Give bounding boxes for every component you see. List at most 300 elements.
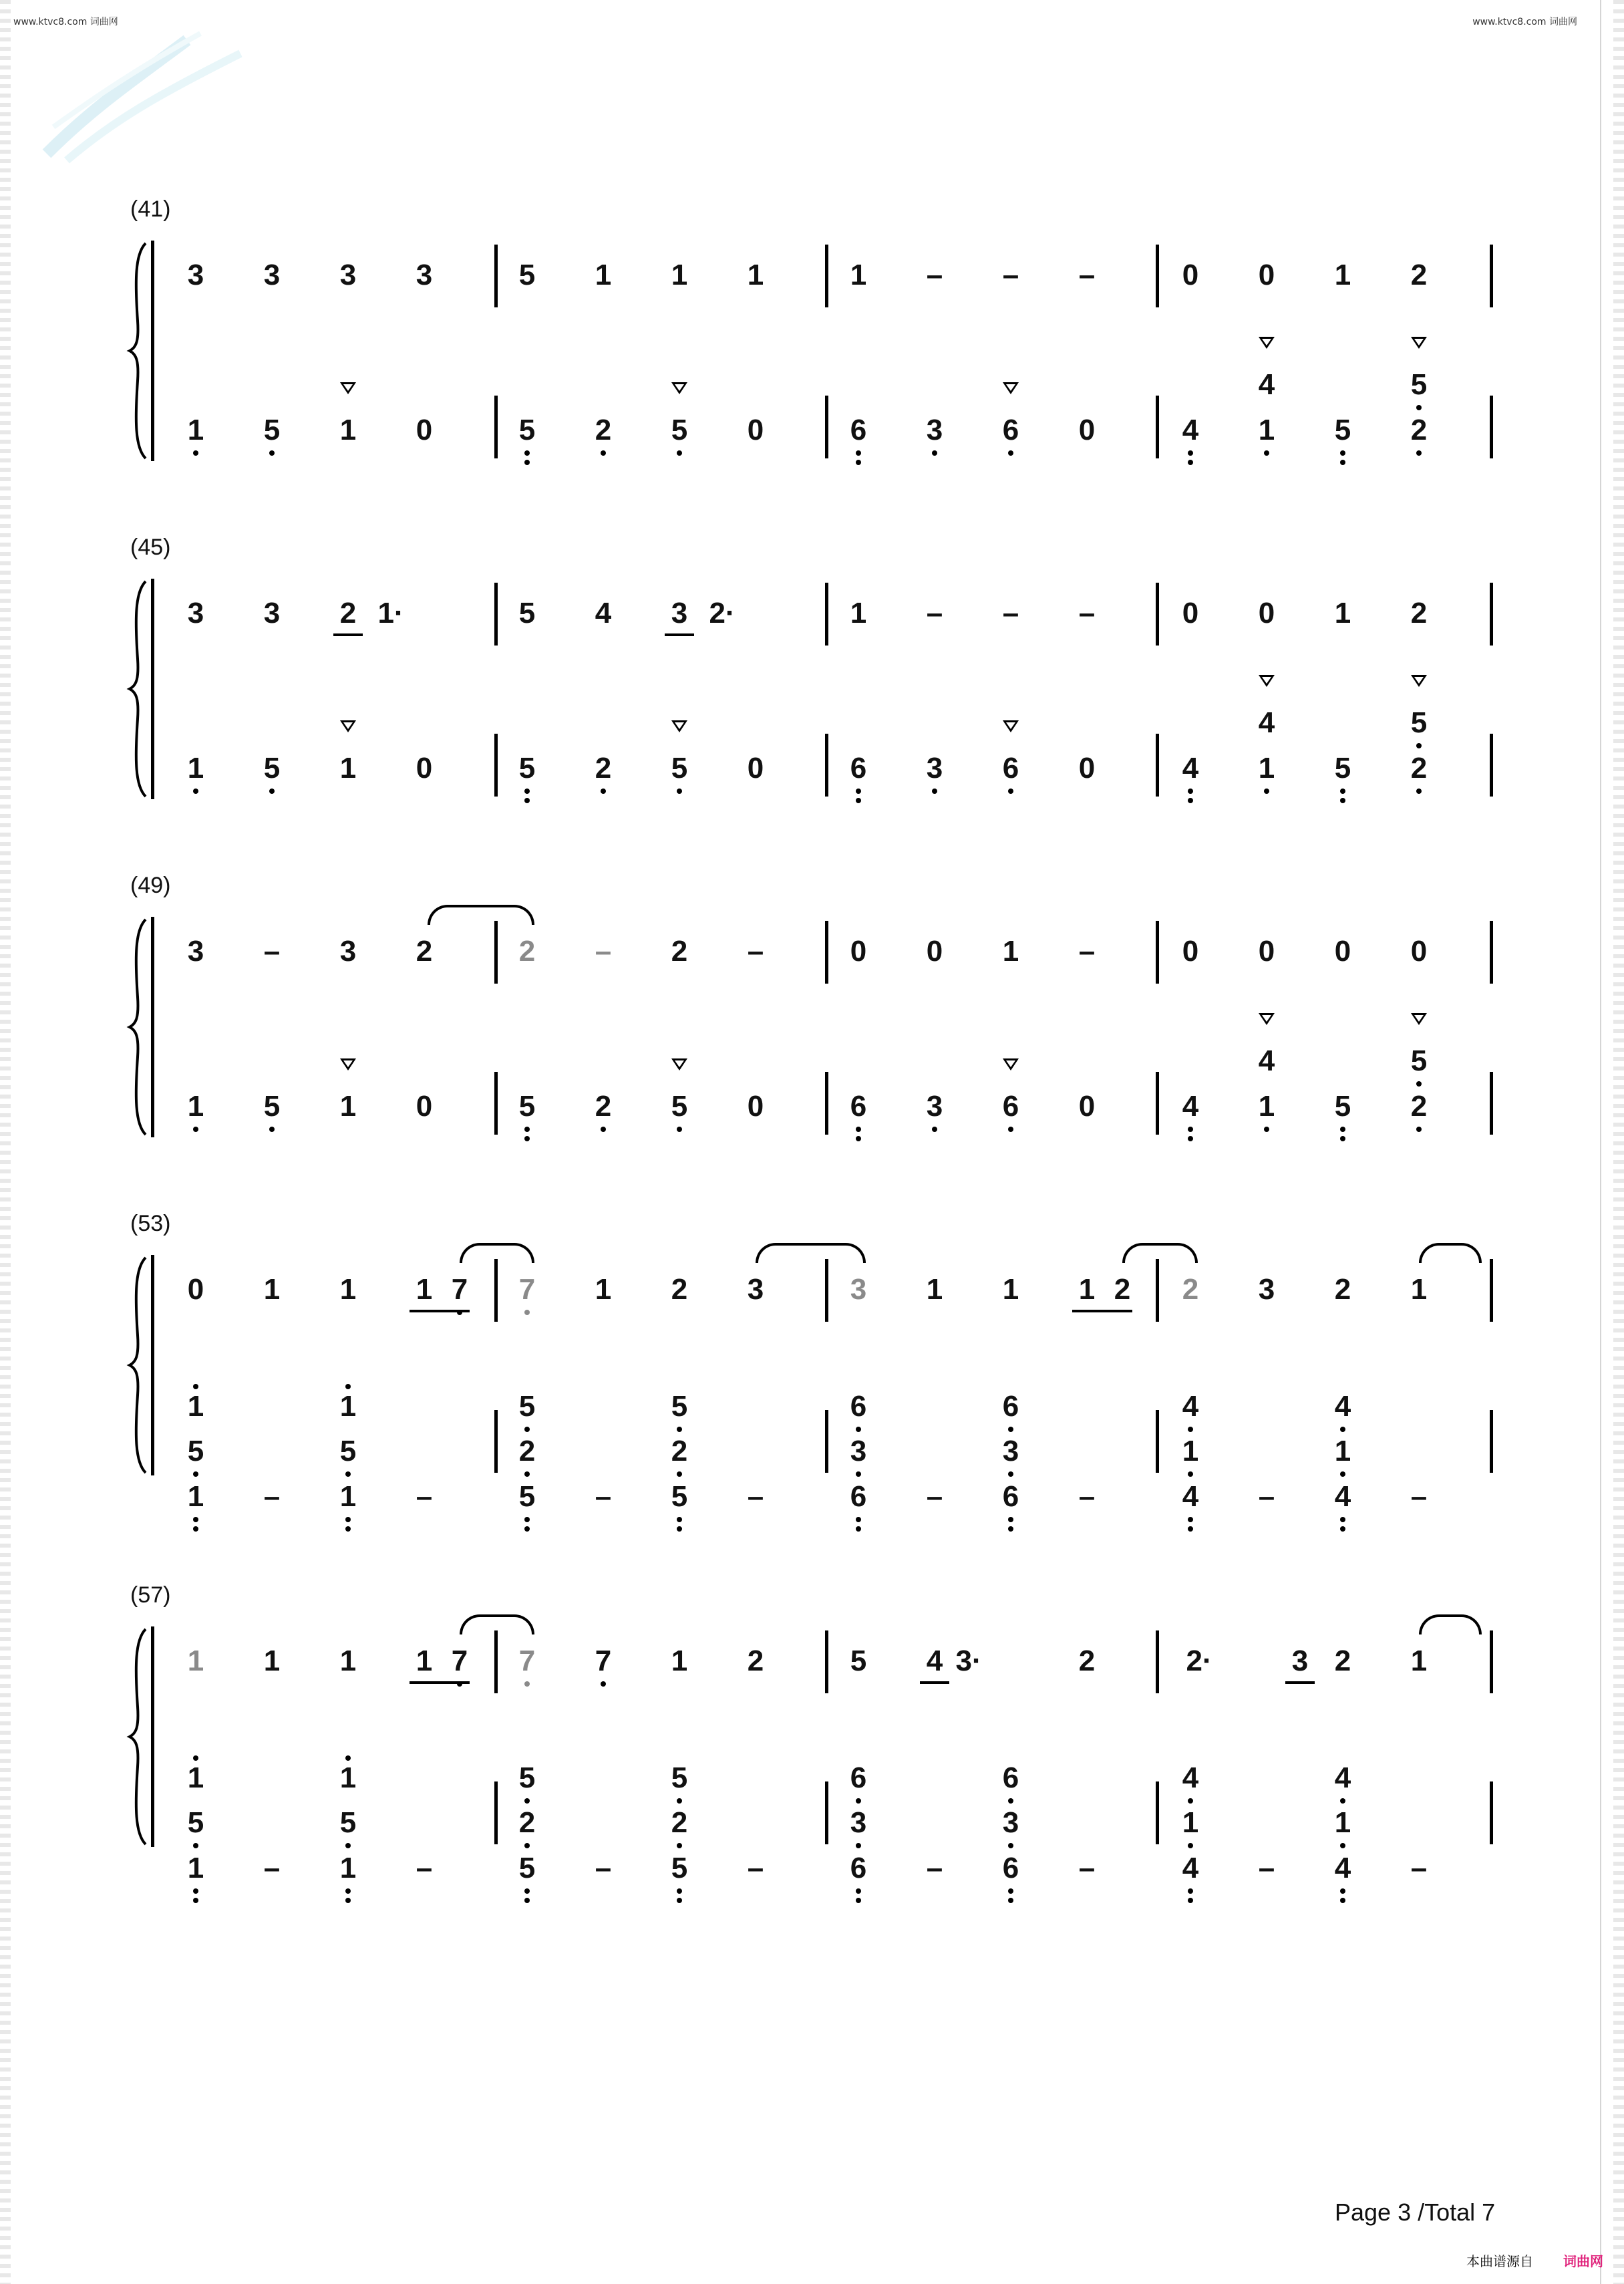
note: 1 [1334,597,1351,629]
note: – [263,1480,281,1513]
note: 0 [416,1090,433,1123]
octave-dot-below [1264,1127,1269,1132]
note: 1 [1078,1273,1096,1306]
octave-dot-below [1340,460,1345,465]
chord-note: 2 [518,1435,536,1467]
bass-note: 1 [339,1852,357,1884]
octave-dot-below [1008,450,1013,456]
accent-mark [1411,337,1427,349]
chord-note: 4 [1334,1390,1351,1423]
note: 2 [1334,1645,1351,1677]
note: – [1410,1480,1428,1513]
barline-upper [494,1630,498,1693]
note: 3 [1258,1273,1275,1306]
octave-dot-below [1188,1898,1193,1903]
octave-dot-below [193,1526,198,1532]
note: 1 [339,1645,357,1677]
note: 2 [416,935,433,968]
bass-note: 4 [1182,1480,1199,1513]
barline-upper [825,921,828,984]
barline-upper [494,583,498,646]
accent-mark [671,1058,687,1070]
eighth-underline [665,633,694,636]
accent-mark [671,382,687,394]
bass-note: 1 [187,1852,204,1884]
note: 3 [263,597,281,629]
tie-slur [1122,1243,1198,1263]
note: 5 [518,1090,536,1123]
eighth-underline [920,1681,949,1684]
tie-slur [428,905,534,925]
octave-dot-below [193,789,198,794]
note: 0 [1258,259,1275,291]
system-start-barline [151,579,154,799]
chord-note: 4 [1258,1044,1275,1077]
note: 6 [850,414,867,446]
note: 3 [187,935,204,968]
barline-lower [494,396,498,458]
octave-dot-below [524,460,530,465]
note: 2 [747,1645,764,1677]
chord-note: 4 [1258,368,1275,401]
note: 1 [187,1090,204,1123]
octave-dot-below [856,1427,861,1432]
octave-dot-below [524,1526,530,1532]
octave-dot-below [856,1517,861,1522]
accent-mark [1411,675,1427,687]
octave-dot-below [1008,1843,1013,1848]
grand-staff-brace [126,241,152,461]
octave-dot-below [524,1471,530,1477]
note: – [747,935,764,968]
barline-upper [1156,245,1159,307]
chord-note: 1 [339,1761,357,1794]
note: 3 [926,1090,943,1123]
octave-dot-below [1340,1843,1345,1848]
chord-note: 5 [1410,368,1428,401]
chord-note: 5 [1410,1044,1428,1077]
note: 1 [339,1090,357,1123]
octave-dot-below [193,1898,198,1903]
octave-dot-below [677,1471,682,1477]
system-start-barline [151,1626,154,1847]
octave-dot-below [1188,1517,1193,1522]
note: 5 [671,414,688,446]
note: – [1258,1480,1275,1513]
barline-upper [494,921,498,984]
chord-note: 4 [1258,706,1275,739]
octave-dot-below [1008,1798,1013,1804]
note: 5 [263,752,281,784]
barline-lower [825,1410,828,1473]
measure-number: (41) [130,196,171,222]
octave-dot-below [1340,1136,1345,1141]
octave-dot-below [524,1681,530,1687]
octave-dot-below [1264,450,1269,456]
octave-dot-below [856,460,861,465]
note: 1 [416,1645,433,1677]
header-site-right: www.ktvc8.com 词曲网 [1472,17,1577,27]
note: 7 [451,1273,468,1306]
bass-note: 4 [1182,1852,1199,1884]
bass-note: 5 [671,1480,688,1513]
octave-dot-below [1416,1081,1422,1087]
note: 5 [850,1645,867,1677]
page-number: Page 3 /Total 7 [1335,2198,1496,2226]
barline-upper [1490,1259,1493,1322]
grand-staff-brace [126,1626,152,1847]
note: – [1078,1480,1096,1513]
page-edge-line [1600,0,1601,2284]
note: 0 [1258,935,1275,968]
octave-dot-below [1340,1427,1345,1432]
accent-mark [1411,1013,1427,1025]
note: 1 [339,1273,357,1306]
bass-note: 6 [1002,1480,1019,1513]
octave-dot-below [193,1888,198,1894]
octave-dot-below [1340,450,1345,456]
chord-note: 1 [1182,1806,1199,1839]
octave-dot-below [1416,1127,1422,1132]
bass-note: 4 [1334,1852,1351,1884]
note: 4 [1182,752,1199,784]
barline-upper [1156,1259,1159,1322]
octave-dot-below [1188,1127,1193,1132]
note: 1 [671,1645,688,1677]
octave-dot-below [677,1517,682,1522]
note: 0 [416,414,433,446]
note: 7 [451,1645,468,1677]
note: 1 [671,259,688,291]
note: 5 [671,752,688,784]
note: 0 [1182,935,1199,968]
note: – [1078,1852,1096,1884]
note: – [1002,597,1019,629]
octave-dot-below [269,1127,275,1132]
barline-lower [1156,1781,1159,1844]
octave-dot-below [677,1898,682,1903]
octave-dot-below [524,1310,530,1315]
tie-slur [756,1243,866,1263]
note: – [926,1480,943,1513]
note: 2 [671,1273,688,1306]
barline-upper [825,245,828,307]
note: 1 [926,1273,943,1306]
note: 4 [595,597,612,629]
octave-dot-below [269,789,275,794]
note: 1· [377,597,404,629]
octave-dot-below [524,1898,530,1903]
octave-dot-below [856,1843,861,1848]
barline-upper [1156,1630,1159,1693]
note: 0 [1182,597,1199,629]
note: 5 [263,1090,281,1123]
note: 3 [850,1273,867,1306]
note: 5 [518,752,536,784]
note: 2 [339,597,357,629]
bass-note: 4 [1334,1480,1351,1513]
accent-mark [340,720,356,732]
barline-lower [825,1072,828,1135]
note: 0 [1078,1090,1096,1123]
note: – [416,1480,433,1513]
note: 2 [1182,1273,1199,1306]
note: 2· [1186,1645,1212,1677]
octave-dot-above [345,1755,351,1761]
note: 2 [1410,1090,1428,1123]
note: 3 [416,259,433,291]
barline-upper [494,245,498,307]
note: 3 [926,414,943,446]
note: 1 [1002,1273,1019,1306]
octave-dot-below [1340,1127,1345,1132]
watermark-logo [40,27,281,167]
octave-dot-below [856,1471,861,1477]
octave-dot-below [677,1888,682,1894]
note: 3 [187,259,204,291]
chord-note: 5 [518,1761,536,1794]
chord-note: 5 [339,1435,357,1467]
note: 1 [1258,1090,1275,1123]
octave-dot-below [1008,1427,1013,1432]
barline-lower [494,1072,498,1135]
accent-mark [1003,382,1019,394]
accent-mark [1003,720,1019,732]
note: 2 [1114,1273,1131,1306]
octave-dot-above [345,1384,351,1389]
octave-dot-below [345,1888,351,1894]
grand-staff-brace [126,579,152,799]
note: 4 [926,1645,943,1677]
chord-note: 3 [1002,1435,1019,1467]
note: 1 [1410,1645,1428,1677]
note: 2· [709,597,736,629]
chord-note: 1 [1182,1435,1199,1467]
chord-note: 2 [671,1435,688,1467]
octave-dot-below [345,1843,351,1848]
right-margin-strip [1613,0,1624,2284]
octave-dot-below [1416,405,1422,410]
barline-lower [1490,1781,1493,1844]
octave-dot-below [524,1136,530,1141]
octave-dot-below [1340,1898,1345,1903]
note: 6 [850,752,867,784]
note: 6 [1002,752,1019,784]
note: 1 [416,1273,433,1306]
note: 0 [850,935,867,968]
barline-lower [1156,1072,1159,1135]
barline-upper [1490,245,1493,307]
barline-lower [1490,396,1493,458]
note: 2 [1410,752,1428,784]
octave-dot-below [524,1888,530,1894]
tie-slur [1419,1614,1482,1634]
octave-dot-below [1008,1517,1013,1522]
note: 3 [339,935,357,968]
barline-lower [1156,396,1159,458]
chord-note: 1 [187,1390,204,1423]
barline-lower [825,734,828,797]
note: – [1078,597,1096,629]
bass-note: 5 [518,1480,536,1513]
note: 5 [1334,1090,1351,1123]
octave-dot-above [193,1384,198,1389]
barline-upper [1490,583,1493,646]
octave-dot-below [856,1898,861,1903]
note: 6 [1002,414,1019,446]
chord-note: 1 [339,1390,357,1423]
bass-note: 1 [187,1480,204,1513]
note: – [416,1852,433,1884]
note: – [926,597,943,629]
note: 1 [595,1273,612,1306]
chord-note: 5 [1410,706,1428,739]
note: 3 [671,597,688,629]
octave-dot-below [856,1136,861,1141]
octave-dot-below [677,1526,682,1532]
footer-source-label: 本曲谱源自 [1466,2253,1533,2269]
chord-note: 6 [850,1390,867,1423]
octave-dot-below [524,1798,530,1804]
octave-dot-below [1188,1526,1193,1532]
octave-dot-below [345,1898,351,1903]
octave-dot-below [856,1526,861,1532]
bass-note: 6 [1002,1852,1019,1884]
note: – [595,1852,612,1884]
bass-note: 1 [339,1480,357,1513]
accent-mark [340,382,356,394]
octave-dot-below [345,1526,351,1532]
octave-dot-below [677,1427,682,1432]
note: 2 [1078,1645,1096,1677]
note: – [747,1852,764,1884]
barline-upper [1156,583,1159,646]
bass-note: 6 [850,1480,867,1513]
octave-dot-below [1188,460,1193,465]
octave-dot-below [1188,1843,1193,1848]
note: 2 [1334,1273,1351,1306]
note: 7 [518,1645,536,1677]
note: 6 [850,1090,867,1123]
note: 1 [263,1645,281,1677]
measure-number: (45) [130,535,171,560]
octave-dot-below [1264,789,1269,794]
note: 2 [595,752,612,784]
system-start-barline [151,1255,154,1475]
note: – [595,1480,612,1513]
octave-dot-below [601,789,606,794]
octave-dot-below [1340,1798,1345,1804]
chord-note: 6 [850,1761,867,1794]
note: – [1078,935,1096,968]
note: 1 [263,1273,281,1306]
note: 1 [187,752,204,784]
system-start-barline [151,917,154,1137]
note: 1 [595,259,612,291]
octave-dot-below [1008,1898,1013,1903]
note: 5 [1334,752,1351,784]
barline-lower [1490,1410,1493,1473]
note: 1 [1334,259,1351,291]
bass-note: 6 [850,1852,867,1884]
octave-dot-below [1008,1888,1013,1894]
note: 2 [595,1090,612,1123]
note: 5 [518,259,536,291]
note: – [747,1480,764,1513]
octave-dot-below [1188,789,1193,794]
octave-dot-below [1188,1798,1193,1804]
note: – [1410,1852,1428,1884]
note: 5 [1334,414,1351,446]
barline-lower [1490,734,1493,797]
octave-dot-below [193,1127,198,1132]
note: – [595,935,612,968]
note: 1 [1410,1273,1428,1306]
note: – [263,935,281,968]
note: 4 [1182,1090,1199,1123]
octave-dot-below [601,1681,606,1687]
octave-dot-below [932,1127,937,1132]
note: 3 [187,597,204,629]
octave-dot-below [1188,1136,1193,1141]
octave-dot-below [856,1127,861,1132]
note: 3 [263,259,281,291]
note: 2 [1410,414,1428,446]
note: – [1002,259,1019,291]
measure-number: (49) [130,873,171,898]
chord-note: 5 [339,1806,357,1839]
chord-note: 4 [1182,1390,1199,1423]
octave-dot-below [1008,789,1013,794]
bass-note: 5 [518,1852,536,1884]
note: 2 [595,414,612,446]
note: 2 [1410,597,1428,629]
note: – [1078,259,1096,291]
accent-mark [1259,337,1275,349]
measure-number: (57) [130,1582,171,1608]
note: – [1258,1852,1275,1884]
octave-dot-below [1416,743,1422,748]
note: 6 [1002,1090,1019,1123]
note: 7 [518,1273,536,1306]
note: 3 [926,752,943,784]
octave-dot-below [345,1471,351,1477]
octave-dot-below [193,1471,198,1477]
tie-slur [1419,1243,1482,1263]
octave-dot-below [1008,1526,1013,1532]
octave-dot-below [1340,1471,1345,1477]
note: 5 [518,597,536,629]
octave-dot-below [1416,789,1422,794]
octave-dot-below [856,450,861,456]
bass-note: 5 [671,1852,688,1884]
octave-dot-below [1008,1127,1013,1132]
octave-dot-below [269,450,275,456]
octave-dot-below [601,1127,606,1132]
octave-dot-below [601,450,606,456]
octave-dot-below [1340,1526,1345,1532]
octave-dot-below [1188,798,1193,803]
note: – [926,259,943,291]
chord-note: 6 [1002,1761,1019,1794]
note: 0 [416,752,433,784]
octave-dot-below [677,1843,682,1848]
barline-lower [1490,1072,1493,1135]
note: 2 [518,935,536,968]
accent-mark [1259,675,1275,687]
octave-dot-below [677,450,682,456]
octave-dot-below [524,1427,530,1432]
